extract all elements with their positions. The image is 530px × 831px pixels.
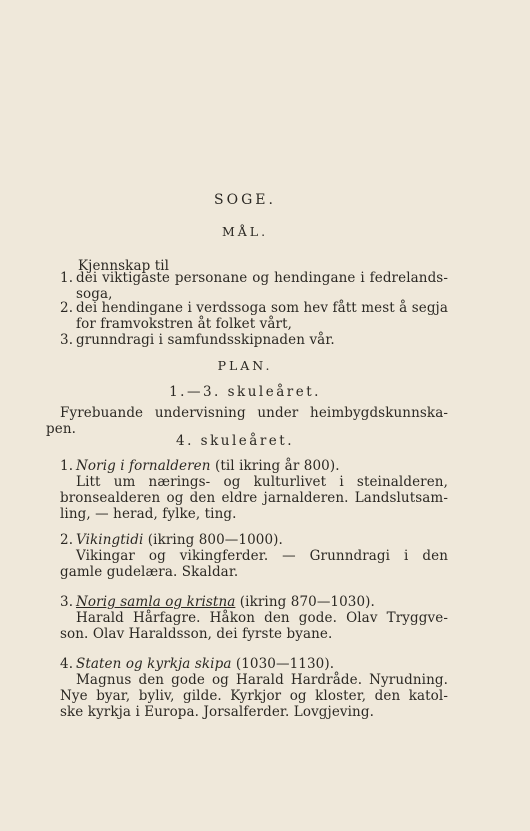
- page-title: SOGE.: [214, 192, 276, 208]
- intro-line-1: Fyrebuande undervisning under heimbygdskunnska-: [60, 405, 448, 421]
- goal-item-2-line1: 2. dei hendingane i verdssoga som hev fått mest å segja: [60, 300, 448, 316]
- goal-item-2-line2: for framvokstren åt folket vårt,: [76, 316, 293, 332]
- school-year-4: 4. skuleåret.: [176, 433, 294, 449]
- intro-line-2: pen.: [46, 421, 77, 437]
- topic-2-line-1: Vikingar og vikingferder. — Grunndragi i den: [76, 548, 448, 564]
- topic-4-line-2: Nye byar, byliv, gilde. Kyrkjor og kloster, den katol-: [60, 688, 448, 704]
- goal-item-1-line2: soga,: [76, 286, 113, 302]
- section-heading-goal: MÅL.: [221, 224, 269, 239]
- topic-2-heading: 2. Vikingtidi (ikring 800—1000).: [60, 532, 283, 548]
- goal-intro: Kjennskap til: [78, 258, 170, 274]
- topic-1-heading: 1. Norig i fornalderen (til ikring år 800).: [60, 458, 340, 474]
- topic-4-heading: 4. Staten og kyrkja skipa (1030—1130).: [60, 656, 335, 672]
- topic-3-line-1: Harald Hårfagre. Håkon den gode. Olav Tryggve-: [76, 610, 448, 626]
- goal-item-3: 3. grunndragi i samfundsskipnaden vår.: [60, 332, 335, 348]
- topic-1-line-2: bronsealderen og den eldre jarnalderen. Landslutsam-: [60, 490, 448, 506]
- topic-1-line-1: Litt um nærings- og kulturlivet i steinalderen,: [76, 474, 448, 490]
- topic-3-line-2: son. Olav Haraldsson, dei fyrste byane.: [60, 626, 333, 642]
- topic-3-heading: 3. Norig samla og kristna (ikring 870—1030).: [60, 594, 375, 610]
- goal-item-1-line1: 1. dei viktigaste personane og hendingane i fedrelands-: [60, 270, 448, 286]
- section-heading-plan: PLAN.: [217, 358, 273, 373]
- topic-4-line-3: ske kyrkja i Europa. Jorsalferder. Lovgjeving.: [60, 704, 374, 720]
- topic-1-line-3: ling, — herad, fylke, ting.: [60, 506, 237, 522]
- school-years-1-3: 1.—3. skuleåret.: [169, 384, 321, 400]
- topic-2-line-2: gamle gudelæra. Skaldar.: [60, 564, 239, 580]
- topic-4-line-1: Magnus den gode og Harald Hardråde. Nyrudning.: [76, 672, 448, 688]
